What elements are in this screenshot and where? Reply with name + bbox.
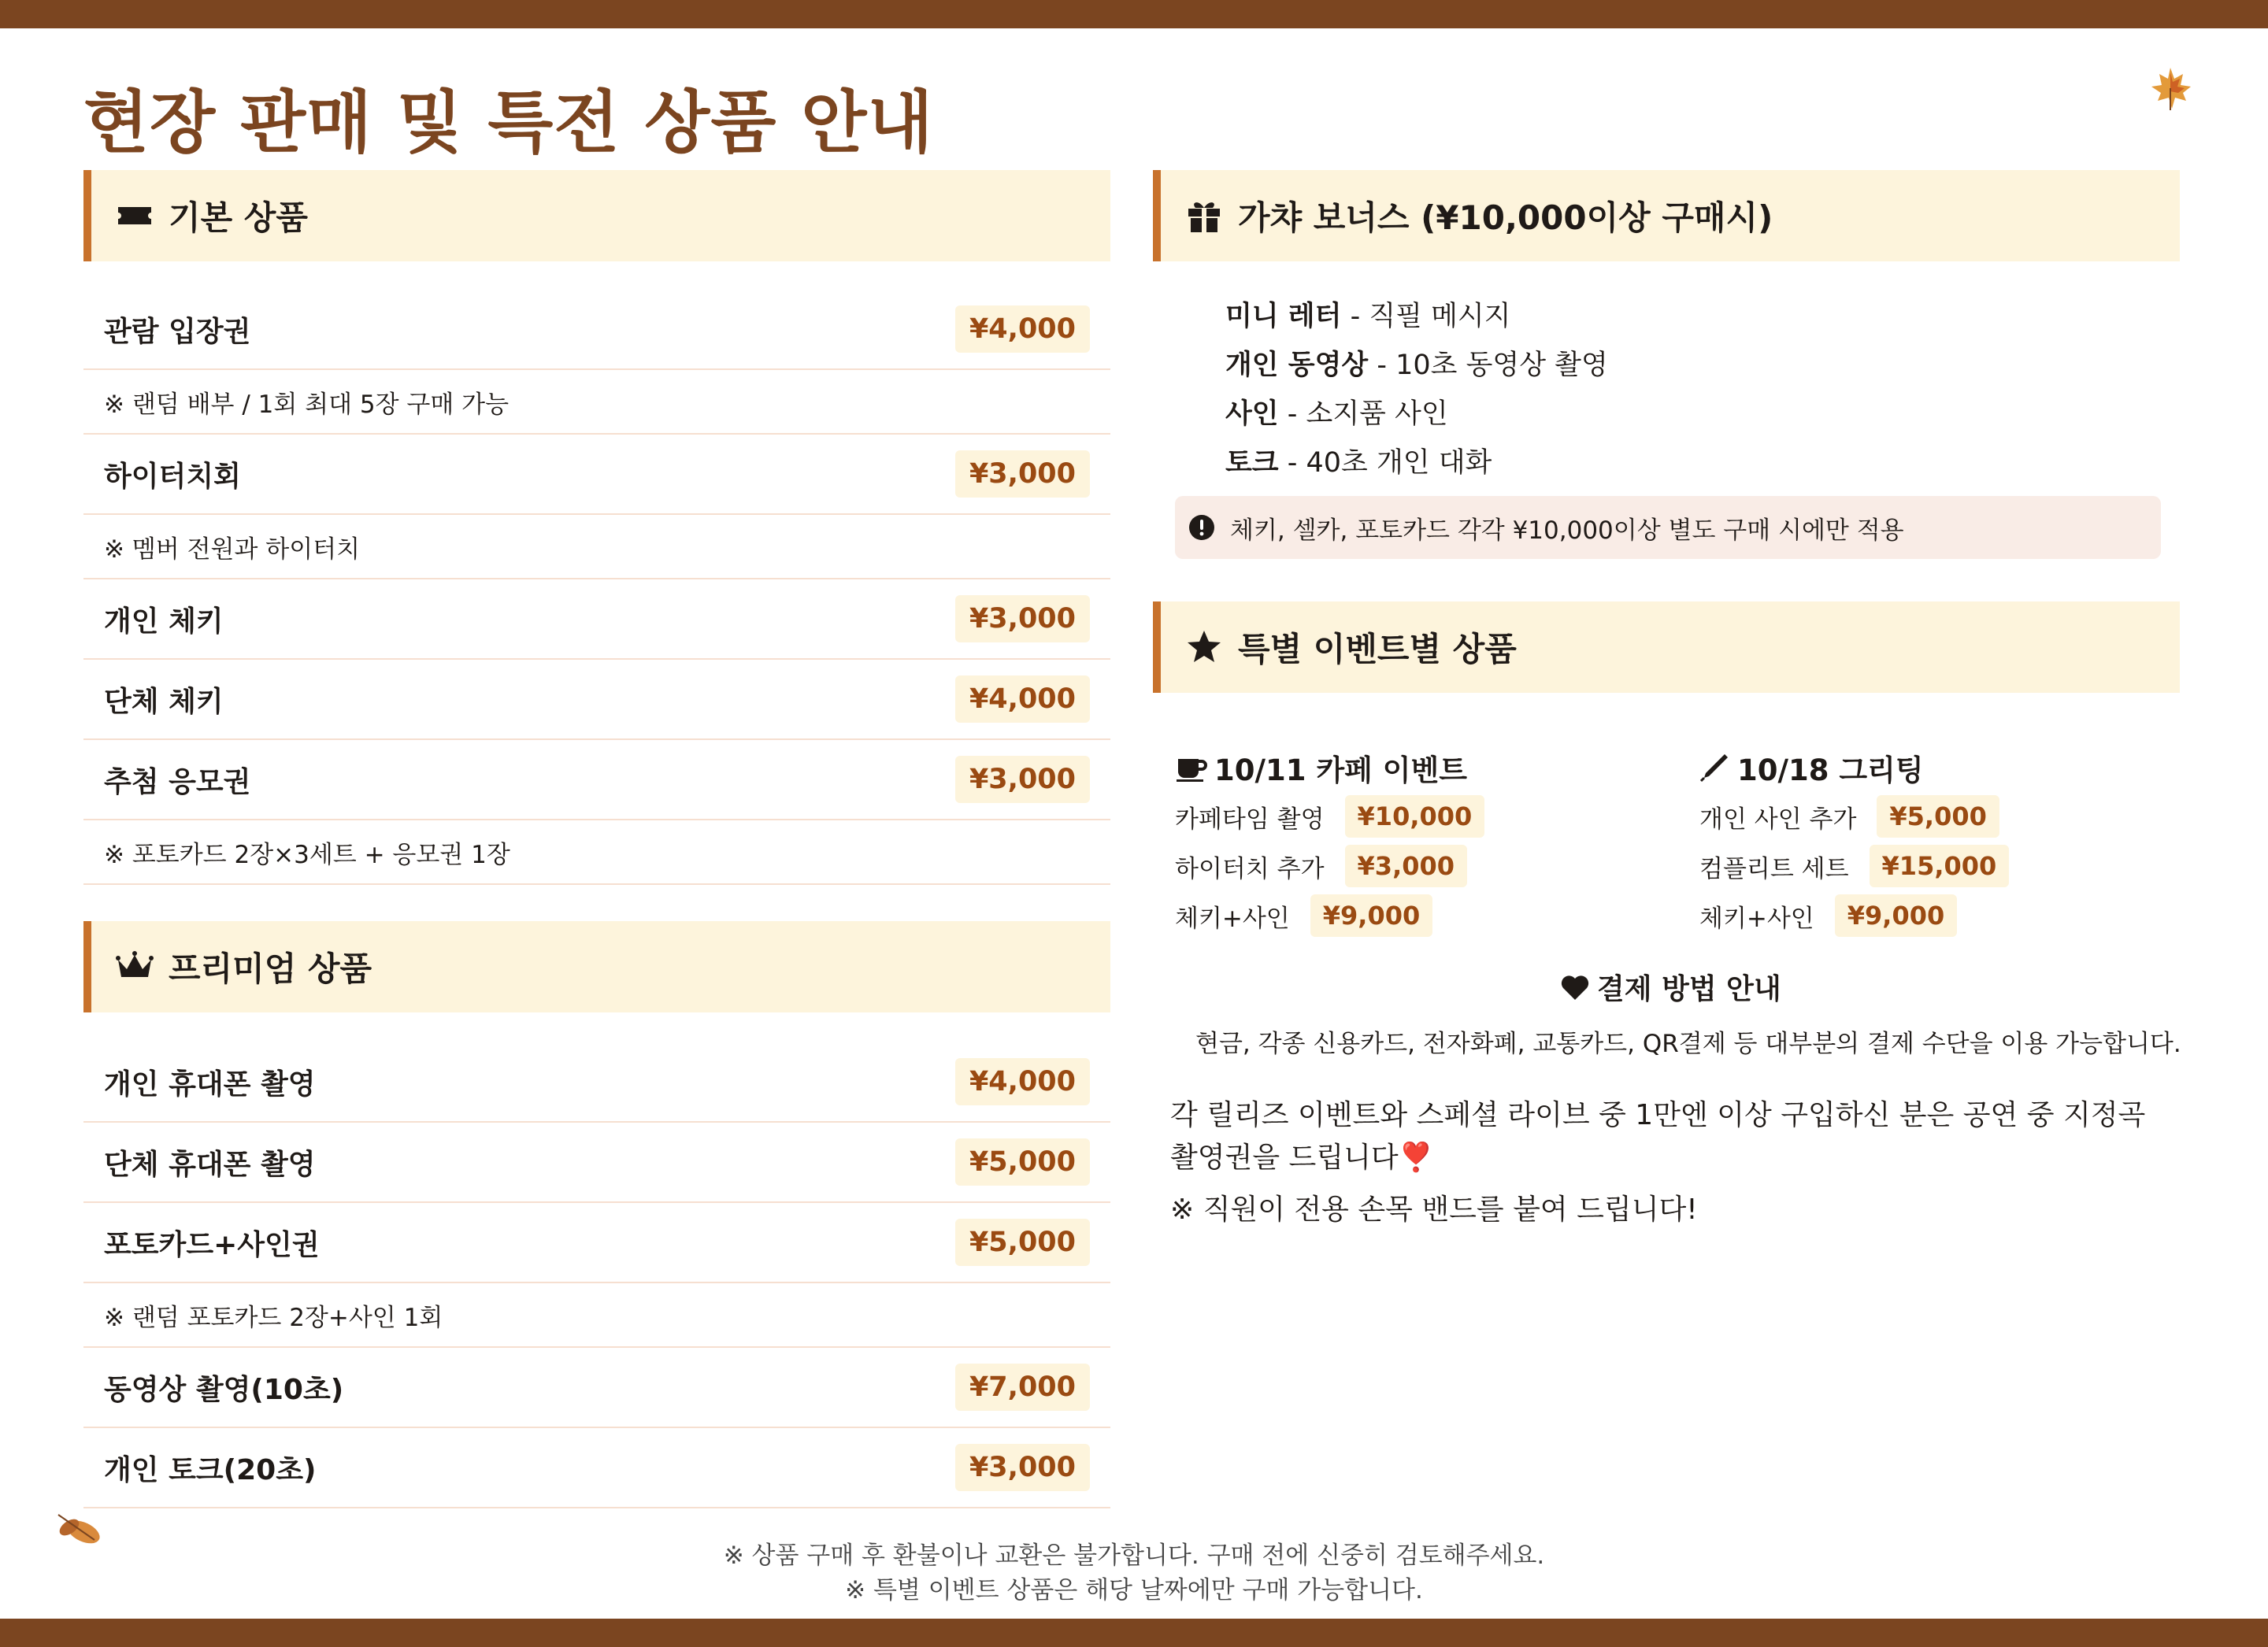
price-badge: ¥3,000 <box>955 595 1090 642</box>
gacha-item-desc: - 직필 메시지 <box>1341 301 1511 332</box>
gacha-bonus-item <box>1225 343 1608 383</box>
product-note: ※ 멤버 전원과 하이터치 <box>104 535 361 564</box>
release-event-note: ※ 직원이 전용 손목 밴드를 붙여 드립니다! <box>1170 1194 1698 1226</box>
product-row <box>83 740 1110 820</box>
product-note-row <box>83 515 1110 579</box>
price-badge: ¥3,000 <box>955 450 1090 498</box>
gacha-item-name: 개인 동영상 <box>1225 350 1369 381</box>
price-badge: ¥5,000 <box>955 1219 1090 1266</box>
gacha-bonus-item <box>1225 392 1448 431</box>
product-name: 하이터치회 <box>104 460 241 493</box>
basic-products-title: 기본 상품 <box>169 198 308 237</box>
product-row <box>83 1348 1110 1428</box>
event-item-label: 체키+사인 <box>1175 904 1290 933</box>
product-row <box>83 1428 1110 1508</box>
bottom-border-bar <box>0 1619 2268 1647</box>
gacha-item-name: 토크 <box>1225 447 1279 479</box>
product-note-row <box>83 370 1110 435</box>
product-note-row <box>83 1283 1110 1348</box>
product-row <box>83 1042 1110 1123</box>
event-title-text: 10/11 카페 이벤트 <box>1214 753 1467 787</box>
page-title: 현장 판매 및 특전 상품 안내 <box>83 83 934 162</box>
gacha-notice-text: 체키, 셀카, 포토카드 각각 ¥10,000이상 별도 구매 시에만 적용 <box>1230 516 1904 545</box>
event-item-price: ¥5,000 <box>1877 795 1999 838</box>
event-title-greeting <box>1698 746 1924 789</box>
product-row <box>83 660 1110 740</box>
event-item <box>1175 845 1467 887</box>
event-item-price: ¥10,000 <box>1345 795 1485 838</box>
gift-icon <box>1184 196 1224 235</box>
maple-leaf-icon <box>2147 65 2194 112</box>
gacha-bonus-title: 가챠 보너스 (¥10,000이상 구매시) <box>1238 198 1773 237</box>
product-name: 개인 체키 <box>104 605 224 638</box>
gacha-item-name: 미니 레터 <box>1225 301 1342 332</box>
price-badge: ¥7,000 <box>955 1364 1090 1411</box>
premium-products-header <box>83 921 1110 1012</box>
premium-products-title: 프리미엄 상품 <box>169 949 372 988</box>
basic-products-header <box>83 170 1110 261</box>
product-name: 추첨 응모권 <box>104 765 251 798</box>
coffee-icon <box>1175 751 1208 784</box>
event-item-label: 개인 사인 추가 <box>1699 805 1857 834</box>
heart-icon <box>1559 972 1591 1003</box>
product-row <box>83 1203 1110 1283</box>
product-name: 포토카드+사인권 <box>104 1228 320 1261</box>
product-note-row <box>83 820 1110 885</box>
event-item-label: 카페타임 촬영 <box>1175 805 1325 834</box>
price-badge: ¥3,000 <box>955 756 1090 803</box>
exclamation-circle-icon <box>1188 513 1216 542</box>
gacha-item-name: 사인 <box>1225 398 1279 430</box>
price-badge: ¥3,000 <box>955 1444 1090 1491</box>
gacha-bonus-header <box>1153 170 2180 261</box>
product-note: ※ 포토카드 2장×3세트 + 응모권 1장 <box>104 840 510 869</box>
top-border-bar <box>0 0 2268 28</box>
ticket-icon <box>115 196 154 235</box>
price-badge: ¥4,000 <box>955 305 1090 353</box>
footer-note-event: ※ 특별 이벤트 상품은 해당 날짜에만 구매 가능합니다. <box>845 1576 1423 1604</box>
event-item-price: ¥9,000 <box>1835 894 1957 937</box>
product-note: ※ 랜덤 배부 / 1회 최대 5장 구매 가능 <box>104 390 510 419</box>
event-item-label: 체키+사인 <box>1699 904 1814 933</box>
product-row <box>83 290 1110 370</box>
event-item-label: 컴플리트 세트 <box>1699 854 1849 883</box>
release-event-text: 각 릴리즈 이벤트와 스페셜 라이브 중 1만엔 이상 구입하신 분은 공연 중 지정곡 촬영권을 드립니다❣️ <box>1170 1099 2146 1174</box>
event-item-label: 하이터치 추가 <box>1175 854 1325 883</box>
product-name: 단체 휴대폰 촬영 <box>104 1148 316 1181</box>
event-item <box>1699 845 2009 887</box>
footer-note-refund: ※ 상품 구매 후 환불이나 교환은 불가합니다. 구매 전에 신중히 검토해주세요. <box>723 1542 1545 1570</box>
price-badge: ¥5,000 <box>955 1138 1090 1186</box>
product-name: 단체 체키 <box>104 685 224 718</box>
gacha-notice <box>1175 496 2161 559</box>
payment-title <box>1559 967 1781 1007</box>
payment-description: 현금, 각종 신용카드, 전자화폐, 교통카드, QR결제 등 대부분의 결제 수단을 이용 가능합니다. <box>1195 1030 2181 1058</box>
event-title-cafe <box>1175 746 1467 789</box>
event-item <box>1175 795 1484 838</box>
event-item-price: ¥9,000 <box>1310 894 1432 937</box>
event-item <box>1699 894 1957 937</box>
gacha-item-desc: - 10초 동영상 촬영 <box>1368 350 1608 381</box>
price-badge: ¥4,000 <box>955 675 1090 723</box>
event-title-text: 10/18 그리팅 <box>1737 753 1924 787</box>
pen-icon <box>1698 751 1731 784</box>
product-row <box>83 579 1110 660</box>
gacha-bonus-item <box>1225 441 1492 480</box>
product-name: 관람 입장권 <box>104 315 251 348</box>
gacha-item-desc: - 40초 개인 대화 <box>1278 447 1492 479</box>
event-item-price: ¥15,000 <box>1870 845 2010 887</box>
special-event-title: 특별 이벤트별 상품 <box>1238 630 1517 668</box>
gacha-item-desc: - 소지품 사인 <box>1278 398 1448 430</box>
star-icon <box>1184 627 1224 667</box>
product-row <box>83 435 1110 515</box>
crown-icon <box>115 947 154 986</box>
product-name: 동영상 촬영(10초) <box>104 1373 344 1406</box>
price-badge: ¥4,000 <box>955 1058 1090 1105</box>
product-note: ※ 랜덤 포토카드 2장+사인 1회 <box>104 1303 443 1332</box>
product-row <box>83 1123 1110 1203</box>
payment-title-text: 결제 방법 안내 <box>1597 973 1781 1005</box>
gacha-bonus-item <box>1225 294 1511 334</box>
event-item-price: ¥3,000 <box>1345 845 1467 887</box>
product-name: 개인 휴대폰 촬영 <box>104 1068 316 1101</box>
event-item <box>1175 894 1432 937</box>
product-name: 개인 토크(20초) <box>104 1453 317 1486</box>
event-item <box>1699 795 1999 838</box>
special-event-header <box>1153 601 2180 693</box>
